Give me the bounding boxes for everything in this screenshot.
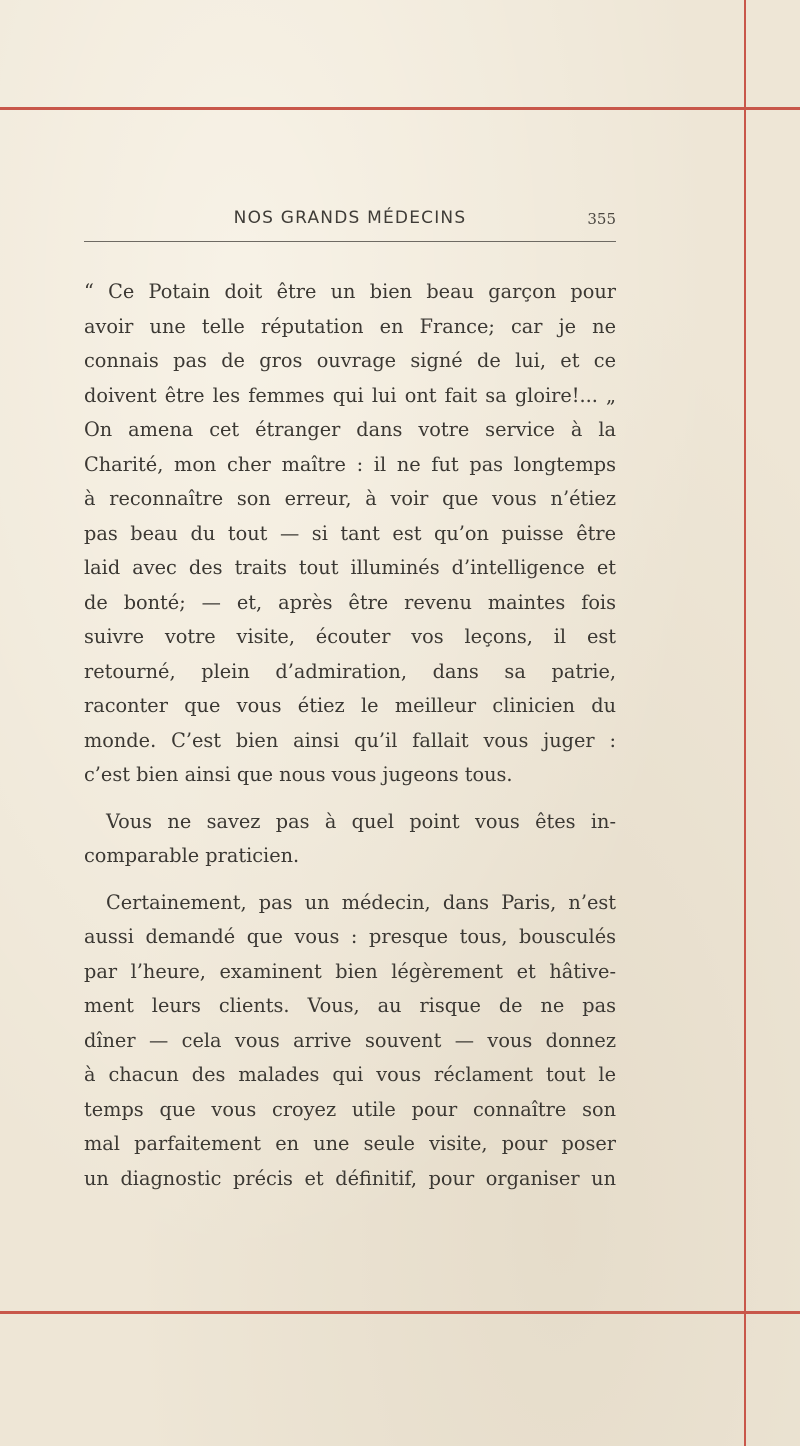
text-line: ment leurs clients. Vous, au risque de ne pas: [84, 994, 616, 1017]
text-line: aussi demandé que vous : presque tous, bousculés: [84, 925, 616, 948]
body-text: [84, 275, 616, 1208]
text-line: comparable praticien.: [84, 844, 300, 867]
text-line: avoir une telle réputation en France; car je ne: [84, 314, 616, 338]
right-red-rule: [744, 0, 746, 1446]
page-number: 355: [587, 210, 616, 228]
text-line: temps que vous croyez utile pour connaître son: [84, 1097, 616, 1121]
running-title: NOS GRANDS MÉDECINS: [233, 208, 467, 228]
text-line: pas beau du tout — si tant est qu’on puisse être: [84, 521, 616, 545]
text-line: retourné, plein d’admiration, dans sa patrie,: [84, 659, 616, 683]
text-line: par l’heure, examinent bien légèrement et hâtive-: [84, 959, 616, 983]
paragraph-3: [84, 886, 616, 1197]
header-rule: [84, 241, 616, 242]
text-line: On amena cet étranger dans votre service à la: [84, 418, 616, 441]
text-line: c’est bien ainsi que nous vous jugeons tous.: [84, 763, 513, 786]
paragraph-2: [84, 805, 616, 874]
running-head: [84, 206, 616, 236]
text-line: raconter que vous étiez le meilleur clinicien du: [84, 694, 616, 717]
bottom-red-rule: [0, 1311, 800, 1314]
text-line: connais pas de gros ouvrage signé de lui, et ce: [84, 349, 616, 372]
text-line: à reconnaître son erreur, à voir que vous n’étiez: [84, 487, 616, 510]
text-line: laid avec des traits tout illuminés d’intelligence et: [84, 556, 616, 579]
text-line: “ Ce Potain doit être un bien beau garçon pour: [84, 280, 616, 303]
text-line: Charité, mon cher maître : il ne fut pas longtemps: [84, 452, 616, 476]
text-line: de bonté; — et, après être revenu maintes fois: [84, 590, 616, 614]
text-line: monde. C’est bien ainsi qu’il fallait vous juger :: [84, 728, 616, 752]
text-line: mal parfaitement en une seule visite, pour poser: [84, 1132, 616, 1155]
text-line: Vous ne savez pas à quel point vous êtes in-: [106, 809, 616, 833]
paragraph-1: [84, 275, 616, 793]
text-line: dîner — cela vous arrive souvent — vous donnez: [84, 1028, 616, 1052]
text-line: suivre votre visite, écouter vos leçons, il est: [84, 625, 616, 648]
top-red-rule: [0, 107, 800, 110]
text-line: à chacun des malades qui vous réclament tout le: [84, 1063, 616, 1086]
text-line: Certainement, pas un médecin, dans Paris, n’est: [106, 890, 616, 914]
text-line: un diagnostic précis et définitif, pour organiser un: [84, 1166, 616, 1190]
text-line: doivent être les femmes qui lui ont fait sa gloire!... „: [84, 383, 616, 407]
